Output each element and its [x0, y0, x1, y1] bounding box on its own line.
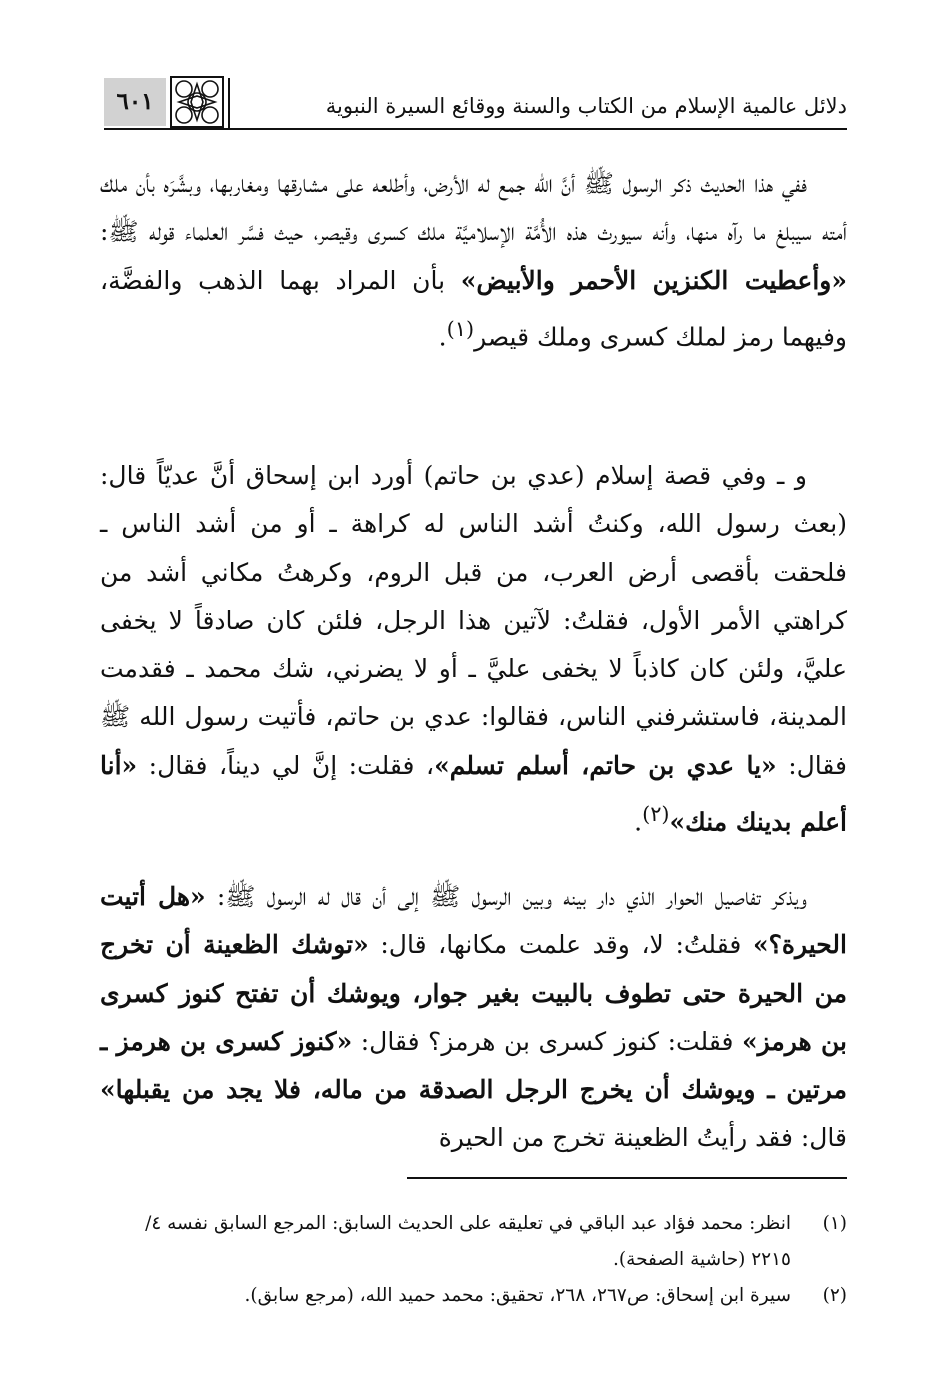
page-number: ٦٠١	[104, 78, 166, 126]
hadith-quote: «أنا أعلم بدينك منك»	[100, 750, 847, 837]
header-divider	[228, 78, 230, 130]
paragraph-2	[100, 452, 847, 847]
running-header	[104, 72, 847, 130]
paragraph-text: فقلت: كنوز كسرى بن هرمز؟ فقال:	[352, 1026, 742, 1056]
hadith-quote: «توشك الظعينة أن تخرج من الحيرة حتى تطوف بالبيت بغير جوار، ويوشك أن تفتح كنوز كسرى بن هرمز»	[100, 930, 848, 1056]
footnote-rule	[407, 1177, 847, 1179]
footnote-text: انظر: محمد فؤاد عبد الباقي في تعليقه على الحديث السابق: المرجع السابق نفسه ٤/ ٢٢١٥ (حاشية الصفحة).	[145, 1213, 791, 1270]
hadith-quote: «هل أتيت الحيرة؟»	[100, 882, 847, 960]
paragraph-end: .	[634, 807, 643, 837]
geometric-ornament-icon	[170, 76, 224, 128]
footnote-2	[100, 1278, 847, 1314]
paragraph-text: ففي هذا الحديث ذكر الرسول ﷺ أنَّ الله جمع له الأرض، وأطلعه على مشارقها ومغاربها، وبشَّرَه بأن ملك أمته سيبلغ ما رآه منها، وأنه سيورث هذه الأُمَّة الإسلاميَّة ملك كسرى وقيصر، حيث فسَّر العلماء قوله ﷺ:	[100, 169, 847, 247]
footnote-1	[100, 1206, 847, 1278]
hadith-quote: «كنوز كسرى بن هرمز ـ مرتين ـ ويوشك أن يخرج الرجل الصدقة من ماله، فلا يجد من يقبلها»	[100, 1026, 847, 1105]
book-title: دلائل عالمية الإسلام من الكتاب والسنة ووقائع السيرة النبوية	[325, 94, 847, 118]
paragraph-1	[100, 160, 847, 362]
footnote-text: سيرة ابن إسحاق: ص٢٦٧، ٢٦٨، تحقيق: محمد حميد الله، (مرجع سابق).	[244, 1285, 791, 1306]
footnote-ref: (٢)	[642, 802, 670, 827]
paragraph-3	[100, 873, 847, 1163]
footnote-number: (٢)	[822, 1285, 847, 1306]
paragraph-text: قال: فقد رأيتُ الظعينة تخرج من الحيرة	[438, 1123, 847, 1153]
paragraph-text: و ـ وفي قصة إسلام (عدي بن حاتم) أورد ابن إسحاق أنَّ عديّاً قال: (بعث رسول الله، وكنتُ أشد الناس له كراهة ـ أو من أشد الناس ـ فلحقت بأقصى أرض العرب، من قبل الروم، وكرهتُ مكاني أشد من كراهتي الأمر الأول، فقلتُ: لآتين هذا الرجل، فلئن كان صادقاً لا يخفى عليَّ، ولئن كان كاذباً لا يخفى عليَّ ـ أو لا يضرني، شك محمد ـ فقدمت المدينة، فاستشرفني الناس، فقالوا: عدي بن حاتم، فأتيت رسول الله ﷺ فقال:	[100, 461, 847, 780]
footnotes	[100, 1206, 847, 1314]
paragraph-text: ويذكر تفاصيل الحوار الذي دار بينه وبين الرسول ﷺ إلى أن قال له الرسول ﷺ:	[205, 882, 807, 911]
paragraph-text: فقلتُ: لا، وقد علمت مكانها، قال:	[368, 930, 753, 960]
hadith-quote: «يا عدي بن حاتم، أسلم تسلم»	[434, 750, 777, 780]
paragraph-text: ، فقلت: إنَّ لي ديناً، فقال:	[137, 750, 435, 780]
paragraph-end: .	[438, 322, 447, 352]
paragraph-text: بأن المراد بهما الذهب والفضَّة، وفيهما رمز لملك كسرى وملك قيصر	[100, 265, 847, 352]
header-rule	[104, 128, 847, 130]
hadith-quote: «وأعطيت الكنزين الأحمر والأبيض»	[460, 265, 847, 295]
footnote-ref: (١)	[446, 316, 475, 341]
footnote-number: (١)	[822, 1213, 847, 1234]
